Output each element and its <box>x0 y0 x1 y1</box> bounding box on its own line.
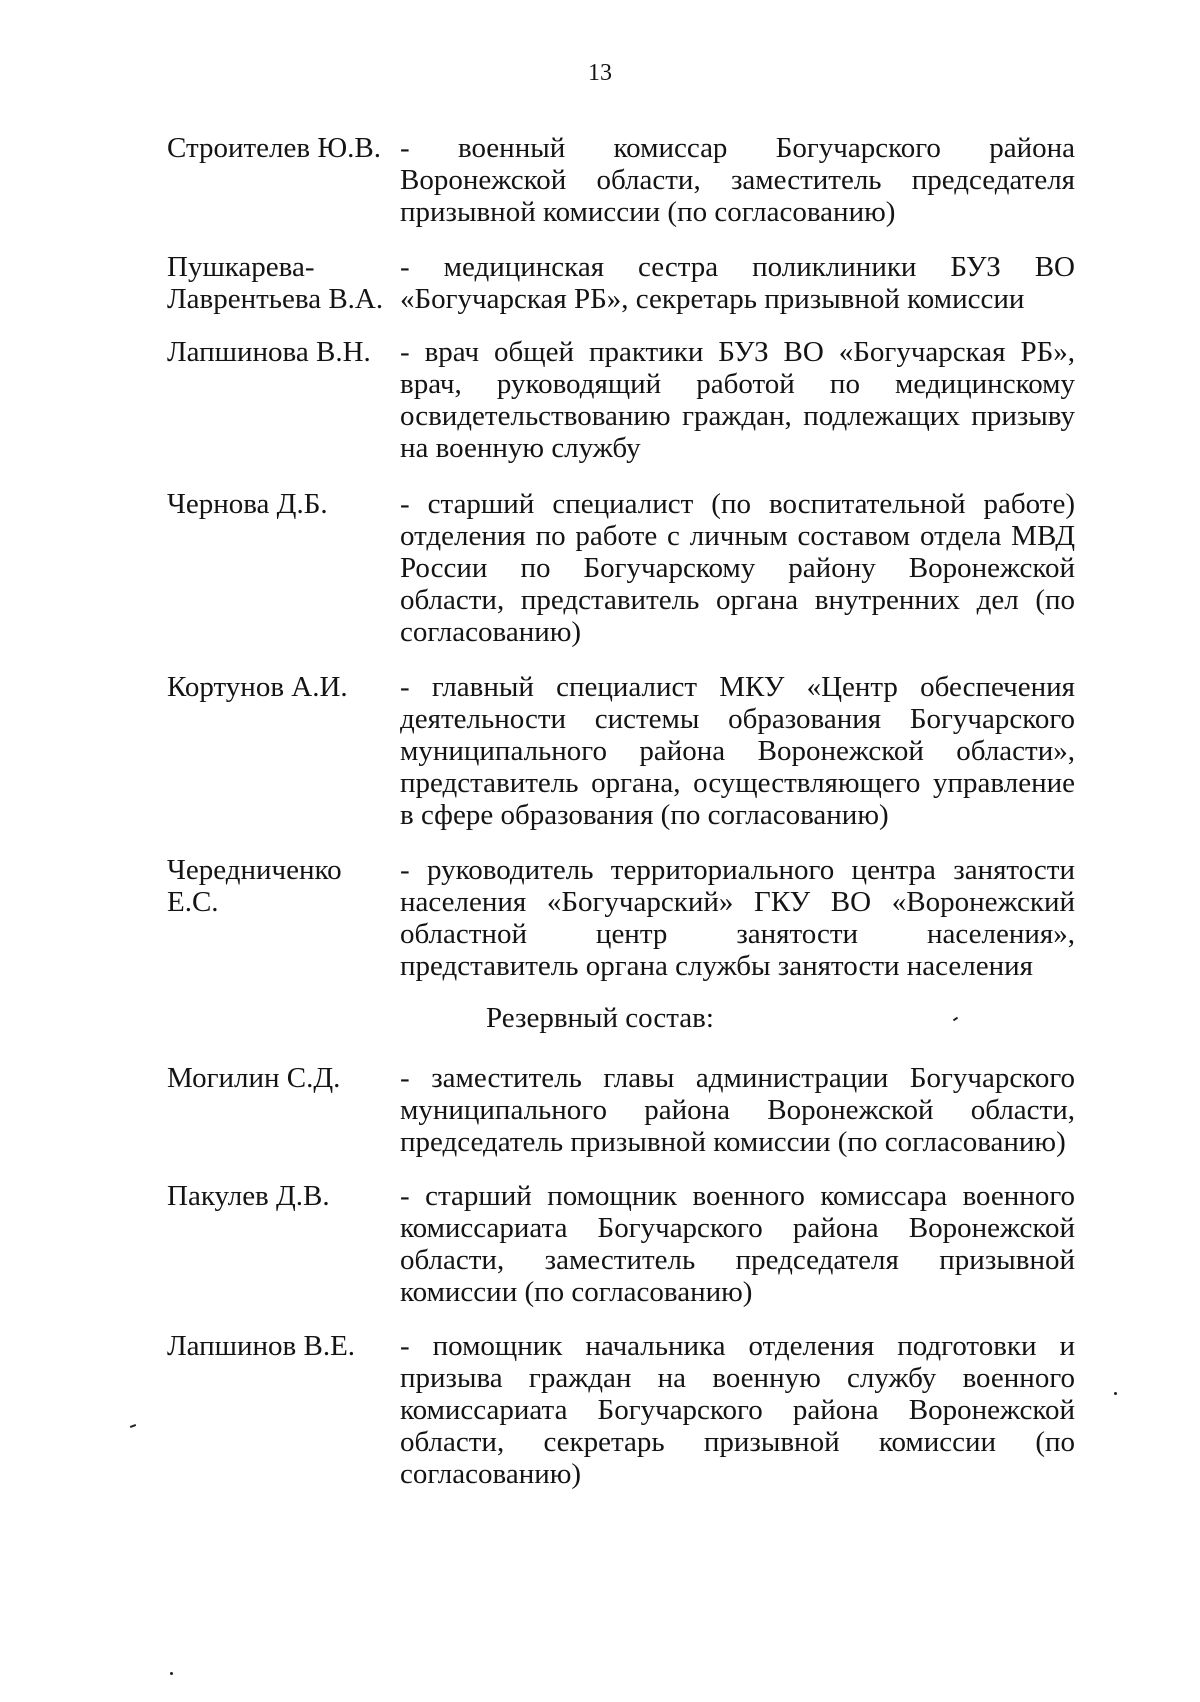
member-name: Могилин С.Д. <box>167 1062 341 1094</box>
page-number: 13 <box>588 60 612 86</box>
member-description: - врач общей практики БУЗ ВО «Богучарская РБ», врач, руководящий работой по медицинскому освидетельствованию граждан, подлежащих призыву на военную службу <box>400 336 1075 464</box>
member-description: - помощник начальника отделения подготовки и призыва граждан на военную службу военного комиссариата Богучарского района Воронежской области, секретарь призывной комиссии (по согласованию) <box>400 1330 1075 1490</box>
member-name: Лапшинова В.Н. <box>167 336 371 368</box>
member-name: Лапшинов В.Е. <box>167 1330 356 1362</box>
member-description: - военный комиссар Богучарского района Воронежской области, заместитель председателя призывной комиссии (по согласованию) <box>400 132 1075 228</box>
scan-mark <box>170 1672 173 1675</box>
member-description: - руководитель территориального центра занятости населения «Богучарский» ГКУ ВО «Воронежский областной центр занятости населения», представитель органа службы занятости населения <box>400 854 1075 982</box>
scan-mark <box>130 1424 136 1428</box>
scan-mark <box>1114 1392 1117 1395</box>
member-description: - медицинская сестра поликлиники БУЗ ВО «Богучарская РБ», секретарь призывной комиссии <box>400 251 1075 315</box>
member-name: Пакулев Д.В. <box>167 1180 330 1212</box>
member-name: Чередниченко Е.С. <box>167 854 342 918</box>
reserve-section-title: Резервный состав: <box>486 1002 714 1034</box>
member-name: Чернова Д.Б. <box>167 488 328 520</box>
member-name: Пушкарева-Лаврентьева В.А. <box>167 251 384 315</box>
member-description: - главный специалист МКУ «Центр обеспечения деятельности системы образования Богучарского муниципального района Воронежской области», представитель органа, осуществляющего управление в сфере образования (по согласованию) <box>400 671 1075 831</box>
member-description: - старший специалист (по воспитательной работе) отделения по работе с личным составом отдела МВД России по Богучарскому району Воронежской области, представитель органа внутренних дел (по согласованию) <box>400 488 1075 648</box>
member-description: - заместитель главы администрации Богучарского муниципального района Воронежской области, председатель призывной комиссии (по согласованию) <box>400 1062 1075 1158</box>
member-description: - старший помощник военного комиссара военного комиссариата Богучарского района Воронежской области, заместитель председателя призывной комиссии (по согласованию) <box>400 1180 1075 1308</box>
member-name: Строителев Ю.В. <box>167 132 381 164</box>
member-name: Кортунов А.И. <box>167 671 348 703</box>
